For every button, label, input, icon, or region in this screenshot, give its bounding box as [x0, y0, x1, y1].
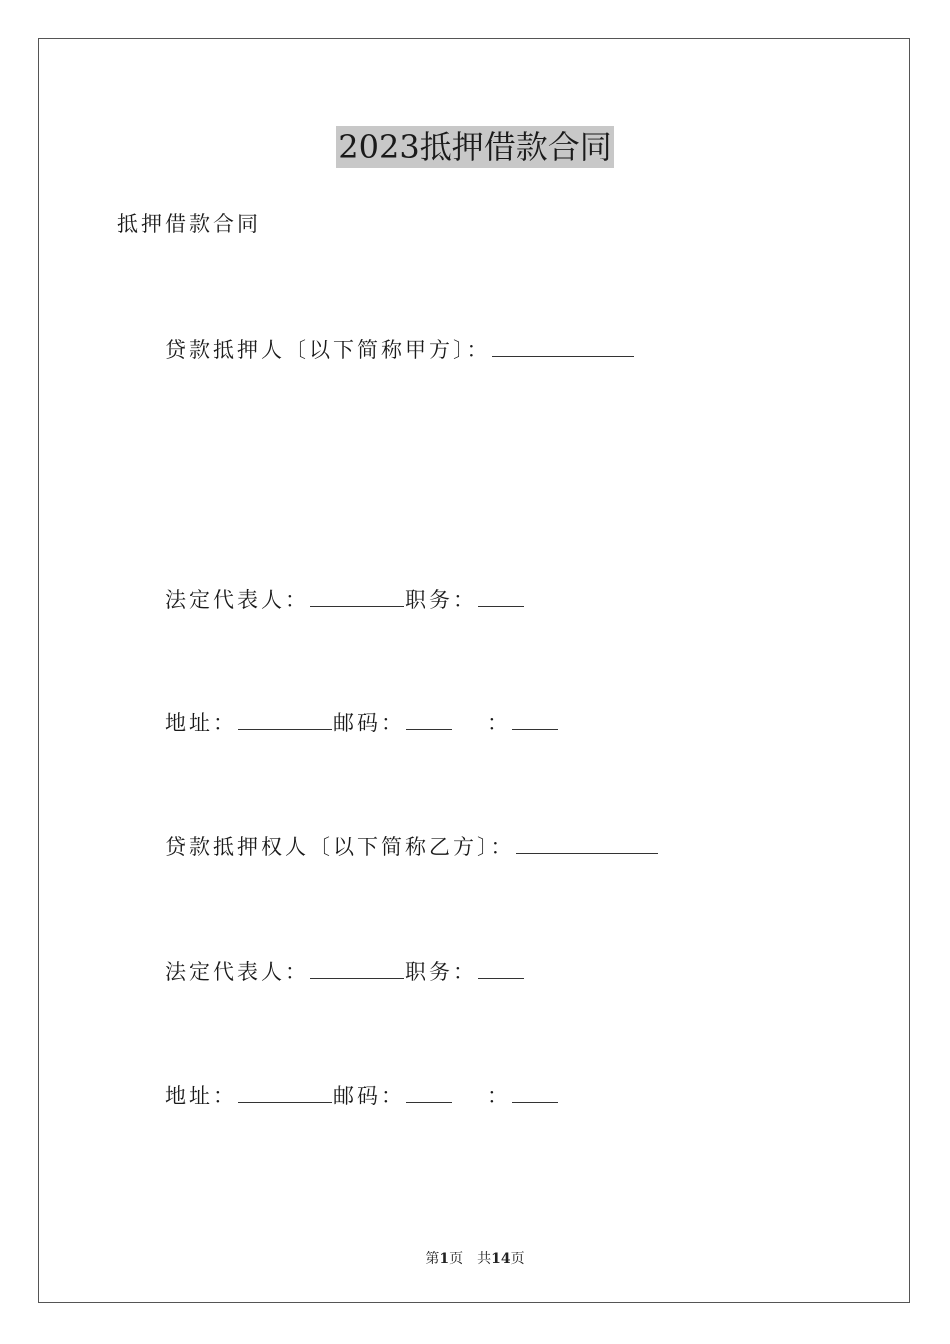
party-a-line — [165, 336, 635, 364]
party-b-rep-line — [165, 958, 525, 986]
document-subtitle — [117, 210, 261, 238]
party-b-phone-field[interactable] — [512, 1082, 558, 1103]
party-b-line — [165, 833, 659, 861]
party-b-address-line — [165, 1082, 559, 1110]
page-footer — [0, 1248, 950, 1268]
page-number: 1 — [439, 1251, 450, 1267]
party-a-position-label: 职务： — [405, 588, 477, 612]
total-prefix: 共 — [477, 1251, 492, 1267]
title-container — [0, 126, 950, 168]
party-b-postcode-label: 邮码： — [333, 1084, 405, 1108]
total-suffix: 页 — [510, 1251, 525, 1267]
party-a-name-field[interactable] — [492, 336, 634, 357]
party-a-postcode-field[interactable] — [406, 709, 452, 730]
party-b-address-field[interactable] — [238, 1082, 332, 1103]
party-b-rep-field[interactable] — [310, 958, 404, 979]
party-b-address-label: 地址： — [165, 1084, 237, 1108]
party-b-position-label: 职务： — [405, 960, 477, 984]
party-a-rep-label: 法定代表人： — [165, 588, 309, 612]
subtitle-text: 抵押借款合同 — [117, 212, 261, 236]
party-a-address-line — [165, 709, 559, 737]
party-a-address-label: 地址： — [165, 711, 237, 735]
party-b-rep-label: 法定代表人： — [165, 960, 309, 984]
party-b-phone-label: ： — [487, 1084, 511, 1108]
party-b-label: 贷款抵押权人〔以下简称乙方〕： — [165, 835, 515, 859]
party-a-position-field[interactable] — [478, 586, 524, 607]
party-b-position-field[interactable] — [478, 958, 524, 979]
page-suffix: 页 — [449, 1251, 464, 1267]
party-a-rep-field[interactable] — [310, 586, 404, 607]
party-a-postcode-label: 邮码： — [333, 711, 405, 735]
party-a-rep-line — [165, 586, 525, 614]
total-pages: 14 — [491, 1251, 511, 1267]
document-title: 2023抵押借款合同 — [338, 128, 612, 166]
party-a-address-field[interactable] — [238, 709, 332, 730]
party-b-postcode-field[interactable] — [406, 1082, 452, 1103]
party-a-label: 贷款抵押人〔以下简称甲方〕： — [165, 338, 491, 362]
party-a-phone-field[interactable] — [512, 709, 558, 730]
party-a-phone-label: ： — [487, 711, 511, 735]
party-b-name-field[interactable] — [516, 833, 658, 854]
page-prefix: 第 — [425, 1251, 440, 1267]
